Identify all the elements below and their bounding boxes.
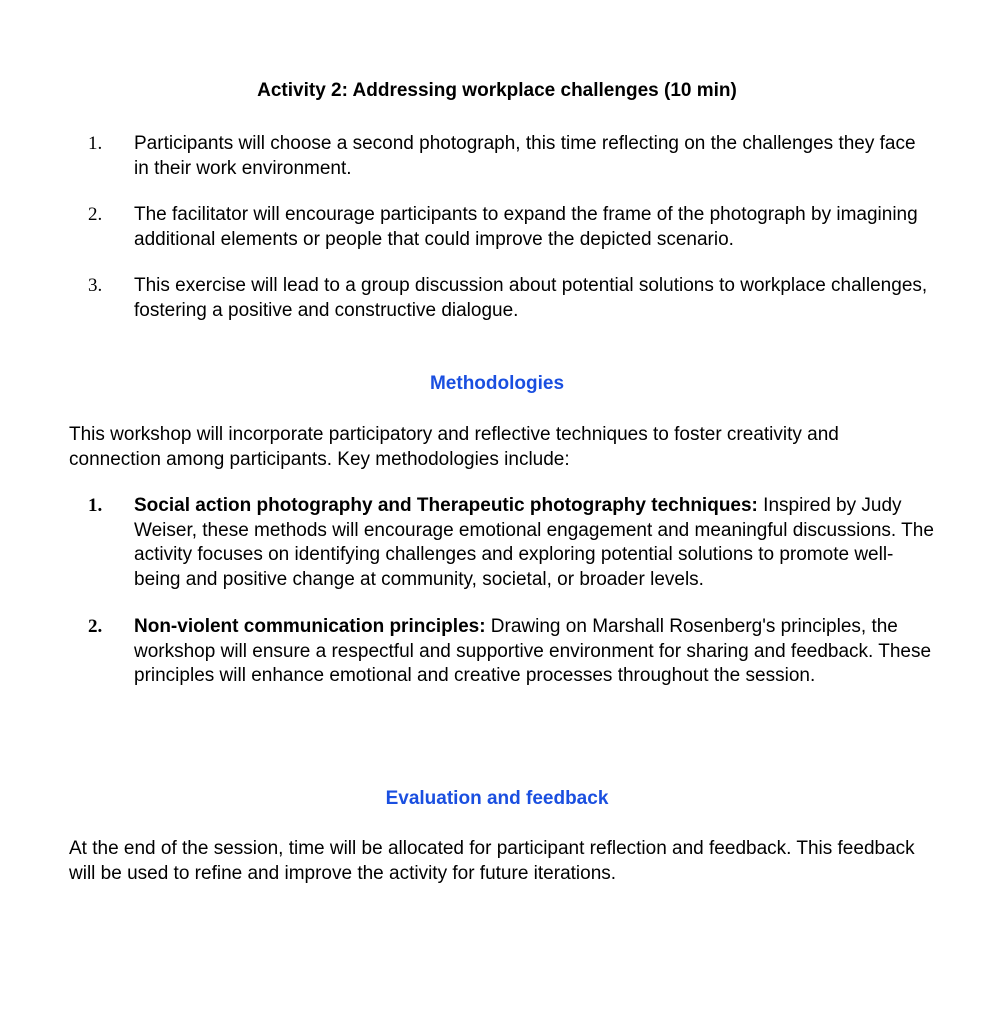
list-item — [0, 203, 994, 252]
list-item — [0, 494, 994, 592]
list-item-number: 2. — [88, 204, 103, 225]
list-item — [0, 274, 994, 323]
methodologies-intro: This workshop will incorporate participatory and reflective techniques to foster creativity and connection among participants. Key methodologies include: — [69, 424, 839, 470]
activity-title: Activity 2: Addressing workplace challenges (10 min) — [257, 80, 737, 101]
list-item-text: Participants will choose a second photograph, this time reflecting on the challenges they face in their work environment. — [134, 133, 916, 179]
list-item-text: The facilitator will encourage participants to expand the frame of the photograph by imagining additional elements or people that could improve the depicted scenario. — [134, 204, 918, 250]
activity-steps-list — [0, 132, 994, 323]
list-item-number: 1. — [88, 495, 103, 516]
list-item-number: 1. — [88, 133, 103, 154]
list-item-text — [134, 494, 934, 592]
list-item-number: 3. — [88, 275, 103, 296]
list-item-description: Inspired by Judy Weiser, these methods will encourage emotional engagement and meaningful discussions. The activity focuses on identifying challenges and exploring potential solutions to promote well-being and positive change at community, societal, or broader levels. — [134, 495, 934, 590]
evaluation-heading: Evaluation and feedback — [385, 788, 609, 809]
list-item-number: 2. — [88, 616, 103, 637]
methodologies-list — [0, 494, 994, 689]
list-item-term: Social action photography and Therapeutic photography techniques: — [134, 495, 758, 516]
list-item — [0, 615, 994, 689]
list-item — [0, 132, 994, 181]
list-item-description: Drawing on Marshall Rosenberg's principles, the workshop will ensure a respectful and supportive environment for sharing and feedback. These principles will enhance emotional and creative processes throughout the session. — [134, 616, 932, 686]
list-item-text — [134, 615, 934, 689]
evaluation-text: At the end of the session, time will be allocated for participant reflection and feedback. This feedback will be used to refine and improve the activity for future iterations. — [69, 838, 915, 884]
methodologies-heading: Methodologies — [429, 373, 565, 394]
list-item-text: This exercise will lead to a group discussion about potential solutions to workplace challenges, fostering a positive and constructive dialogue. — [134, 275, 928, 321]
list-item-term: Non-violent communication principles: — [134, 616, 486, 637]
